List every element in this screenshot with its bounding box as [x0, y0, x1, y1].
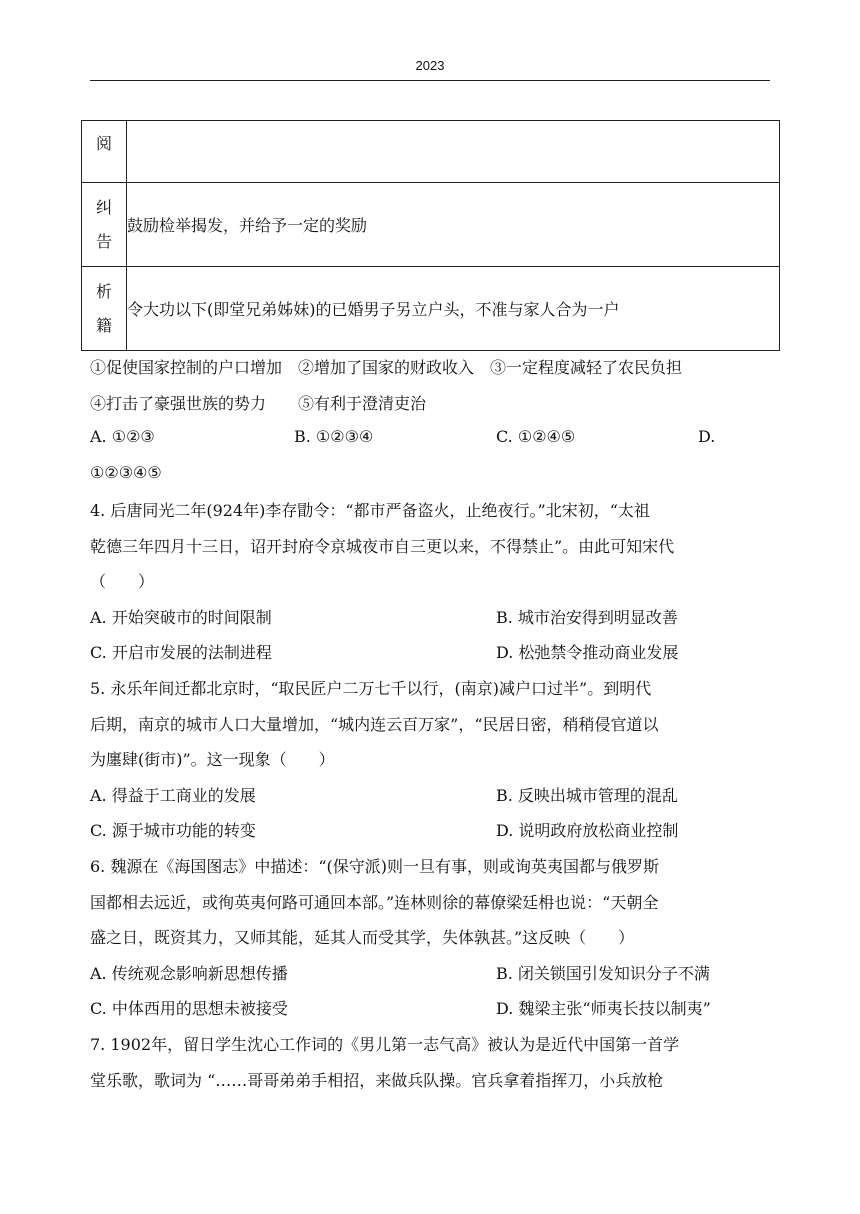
q6-option-d: D. 魏梁主张“师夷长技以制夷”: [496, 999, 711, 1018]
row-label-char: 告: [95, 231, 112, 251]
row-content-cell: 令大功以下(即堂兄弟姊妹)的已婚男子另立户头，不准与家人合为一户: [127, 267, 780, 351]
q5-option-c: C. 源于城市功能的转变: [90, 821, 256, 840]
q4-stem-line: （ ）: [90, 572, 155, 591]
q4-stem-line: 乾德三年四月十三日，诏开封府令京城夜市自三更以来，不得禁止”。由此可知宋代: [90, 537, 675, 556]
row-label-cell: [82, 183, 127, 267]
q7-stem-line: 堂乐歌，歌词为 “……哥哥弟弟手相招，来做兵队操。官兵拿着指挥刀，小兵放枪: [90, 1071, 664, 1090]
q5-option-b: B. 反映出城市管理的混乱: [496, 786, 678, 805]
q6-stem-line: 6. 魏源在《海国图志》中描述：“(保守派)则一旦有事，则或询英夷国都与俄罗斯: [90, 857, 660, 876]
q6-option-c: C. 中体西用的思想未被接受: [90, 999, 288, 1018]
policy-table: [81, 120, 780, 351]
q5-stem-line: 为廛肆(街市)”。这一现象（ ）: [90, 750, 335, 769]
row-content-cell: [127, 121, 780, 183]
q3-option-d-label: D.: [698, 427, 716, 446]
row-label-char: 纠: [95, 197, 112, 217]
q4-stem-line: 4. 后唐同光二年(924年)李存勖令：“都市严备盗火，止绝夜行。”北宋初，“太祖: [90, 501, 650, 520]
table-row: [82, 183, 780, 267]
q3-option-c: C. ①②④⑤: [496, 427, 576, 446]
q3-option-d-text: ①②③④⑤: [90, 463, 162, 482]
q3-option-b: B. ①②③④: [294, 427, 374, 446]
q4-option-c: C. 开启市发展的法制进程: [90, 643, 272, 662]
q3-option-a: A. ①②③: [90, 427, 155, 446]
row-content-cell: 鼓励检举揭发，并给予一定的奖励: [127, 183, 780, 267]
q5-stem-line: 5. 永乐年间迁都北京时，“取民匠户二万七千以行，(南京)减户口过半”。到明代: [90, 679, 652, 698]
q5-stem-line: 后期，南京的城市人口大量增加，“城内连云百万家”，“民居日密，稍稍侵官道以: [90, 715, 659, 734]
page-header-year: 2023: [415, 58, 445, 73]
row-label-char: 阅: [95, 134, 112, 153]
q5-option-d: D. 说明政府放松商业控制: [496, 821, 679, 840]
q6-option-b: B. 闭关锁国引发知识分子不满: [496, 964, 710, 983]
q5-option-a: A. 得益于工商业的发展: [90, 786, 256, 805]
header-divider: [90, 80, 770, 81]
q6-stem-line: 盛之日，既资其力，又师其能，延其人而受其学，失体孰甚。”这反映（ ）: [90, 928, 635, 947]
q4-option-b: B. 城市治安得到明显改善: [496, 608, 678, 627]
row-label-char: 籍: [95, 315, 112, 335]
q3-statements-line: ④打击了豪强世族的势力 ⑤有利于澄清吏治: [90, 394, 427, 413]
row-label-cell: [82, 121, 127, 183]
q3-statements-line: ①促使国家控制的户口增加 ②增加了国家的财政收入 ③一定程度减轻了农民负担: [90, 358, 683, 377]
q7-stem-line: 7. 1902年，留日学生沈心工作词的《男儿第一志气高》被认为是近代中国第一首学: [90, 1035, 680, 1054]
q6-stem-line: 国都相去远近，或徇英夷何路可通回本部。”连林则徐的幕僚梁廷枏也说：“天朝全: [90, 893, 659, 912]
table-row: [82, 121, 780, 183]
q4-option-d: D. 松弛禁令推动商业发展: [496, 643, 679, 662]
row-label-cell: [82, 267, 127, 351]
q4-option-a: A. 开始突破市的时间限制: [90, 608, 272, 627]
row-label-char: 析: [95, 281, 112, 301]
table-row: [82, 267, 780, 351]
q6-option-a: A. 传统观念影响新思想传播: [90, 964, 288, 983]
